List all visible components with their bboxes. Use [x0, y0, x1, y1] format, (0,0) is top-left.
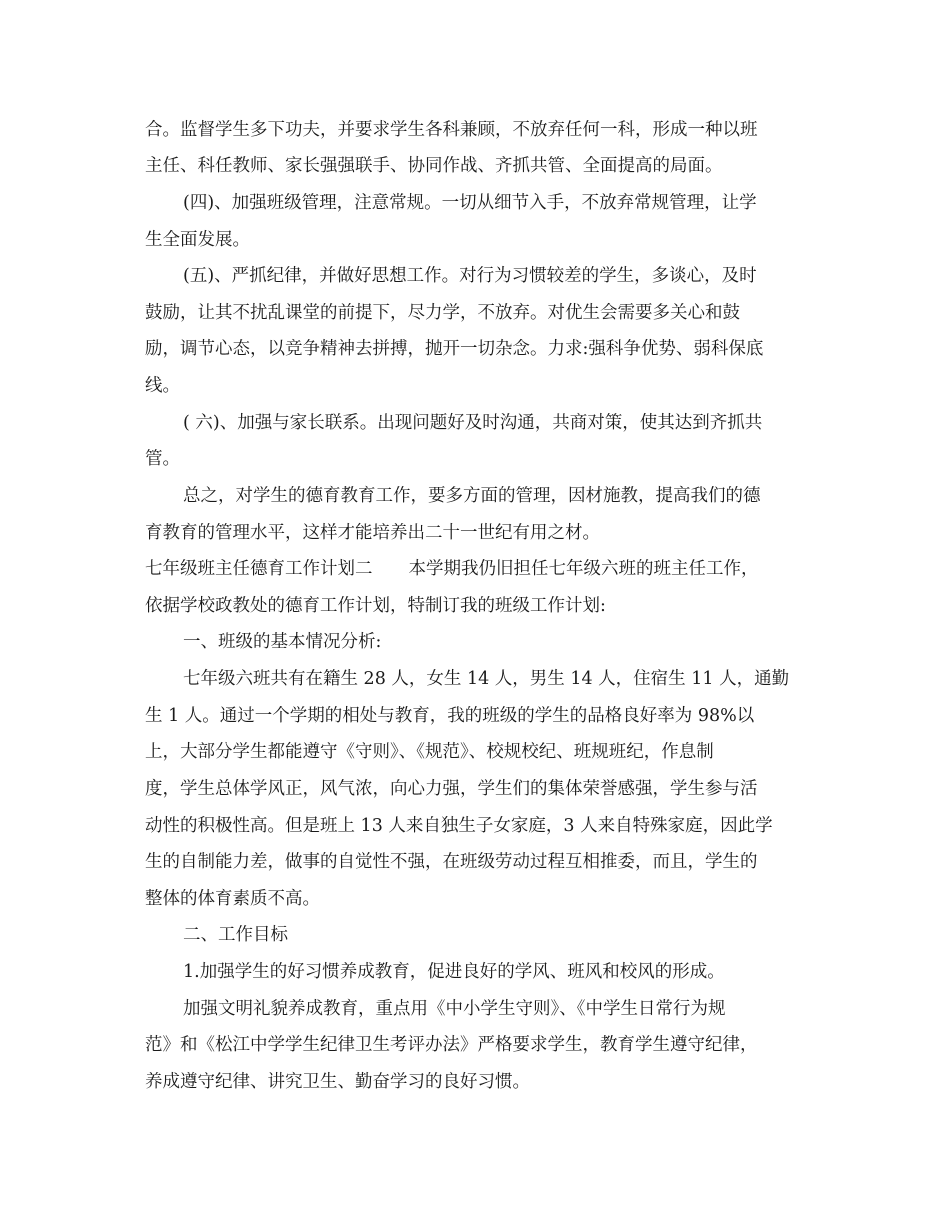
text-line: 依据学校政教处的德育工作计划，特制订我的班级工作计划:	[145, 596, 606, 616]
text-line: 管。	[145, 449, 180, 469]
text-line: 生 1 人。通过一个学期的相处与教育，我的班级的学生的品格良好率为 98%以	[145, 706, 755, 726]
text-line: 主任、科任教师、家长强强联手、协同作战、齐抓共管、全面提高的局面。	[145, 156, 723, 176]
text-line: 动性的积极性高。但是班上 13 人来自独生子女家庭，3 人来自特殊家庭，因此学	[145, 816, 773, 836]
paragraph-start-line: ( 六)、加强与家长联系。出现问题好及时沟通，共商对策，使其达到齐抓共	[183, 413, 763, 433]
section-intro-text: 本学期我仍旧担任七年级六班的班主任工作，	[408, 559, 759, 579]
text-line: 养成遵守纪律、讲究卫生、勤奋学习的良好习惯。	[145, 1072, 530, 1092]
text-line: 整体的体育素质不高。	[145, 889, 320, 909]
heading-line: 一、班级的基本情况分析:	[183, 632, 382, 652]
text-line: 范》和《松江中学学生纪律卫生考评办法》严格要求学生，教育学生遵守纪律，	[145, 1035, 758, 1055]
paragraph-start-line: 七年级六班共有在籍生 28 人，女生 14 人，男生 14 人，住宿生 11 人，通勤	[183, 669, 790, 689]
section-title: 七年级班主任德育工作计划二	[145, 559, 373, 579]
paragraph-start-line: 1.加强学生的好习惯养成教育，促进良好的学风、班风和校风的形成。	[183, 962, 725, 982]
text-line: 励，调节心态，以竞争精神去拼搏，抛开一切杂念。力求:强科争优势、弱科保底	[145, 339, 764, 359]
paragraph-start-line: 总之，对学生的德育教育工作，要多方面的管理，因材施教，提高我们的德	[183, 486, 761, 506]
text-line: 线。	[145, 376, 180, 396]
paragraph-start-line: (四)、加强班级管理，注意常规。一切从细节入手，不放弃常规管理，让学	[183, 193, 757, 213]
paragraph-start-line: (五)、严抓纪律，并做好思想工作。对行为习惯较差的学生，多谈心，及时	[183, 266, 757, 286]
section-title-line	[145, 557, 759, 581]
heading-line: 二、工作目标	[183, 925, 288, 945]
text-line: 生全面发展。	[145, 230, 250, 250]
text-line: 鼓励，让其不扰乱课堂的前提下，尽力学，不放弃。对优生会需要多关心和鼓	[145, 303, 740, 323]
text-line: 度，学生总体学风正，风气浓，向心力强，学生们的集体荣誉感强，学生参与活	[145, 779, 758, 799]
text-line: 合。监督学生多下功夫，并要求学生各科兼顾，不放弃任何一科，形成一种以班	[145, 120, 758, 140]
text-line: 育教育的管理水平，这样才能培养出二十一世纪有用之材。	[145, 523, 600, 543]
text-line: 上，大部分学生都能遵守《守则》、《规范》、校规校纪、班规班纪，作息制	[145, 742, 714, 762]
paragraph-start-line: 加强文明礼貌养成教育，重点用《中小学生守则》、《中学生日常行为规	[183, 999, 726, 1019]
text-line: 生的自制能力差，做事的自觉性不强，在班级劳动过程互相推委，而且，学生的	[145, 852, 758, 872]
